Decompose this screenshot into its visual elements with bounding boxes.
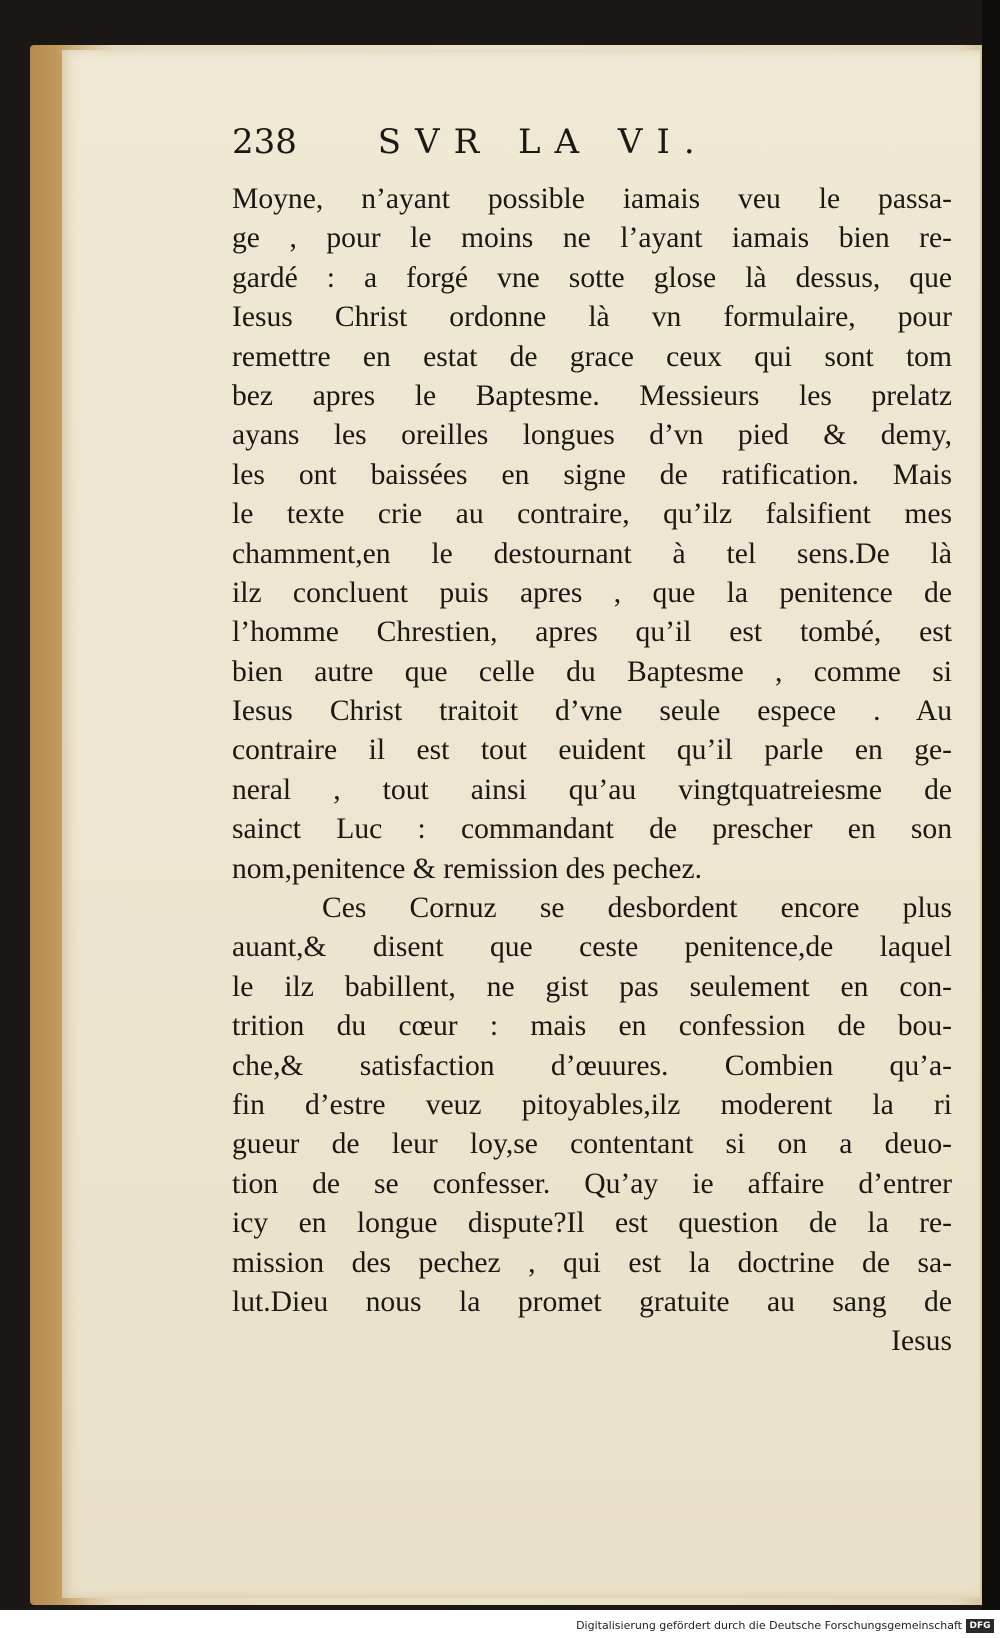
page-body [232,180,952,1362]
text-line: Moyne, n’ayant possible iamais veu le passa- [232,183,952,215]
running-head: SVR LA VI. [377,122,709,162]
text-line: auant,& disent que ceste penitence,de laquel [232,931,952,964]
text-line: le ilz babillent, ne gist pas seulement en con- [232,970,952,1003]
text-line: fin d’estre veuz pitoyables,ilz moderent la ri [232,1088,952,1121]
text-line: Ces Cornuz se desbordent encore plus [322,892,952,925]
text-line: icy en longue dispute?Il est question de la re- [232,1207,952,1240]
page-header [232,122,709,162]
text-line: gardé : a forgé vne sotte glose là dessus, que [232,261,952,294]
text-line: ge , pour le moins ne l’ayant iamais bien re- [232,222,952,255]
text-line: nom,penitence & remission des pechez. [232,852,703,885]
text-line: le texte crie au contraire, qu’ilz falsifient mes [232,498,952,531]
text-line: ilz concluent puis apres , que la penitence de [232,576,952,609]
text-line: ayans les oreilles longues d’vn pied & demy, [232,419,952,452]
text-line: bien autre que celle du Baptesme , comme si [232,655,952,688]
text-line: l’homme Chrestien, apres qu’il est tombé, est [232,616,952,649]
text-line: lut.Dieu nous la promet gratuite au sang de [232,1285,952,1318]
text-line: che,& satisfaction d’œuures. Combien qu’a- [232,1049,952,1082]
text-line: gueur de leur loy,se contentant si on a deuo- [232,1128,952,1161]
scan-right-edge [982,0,1000,1610]
text-line: mission des pechez , qui est la doctrine de sa- [232,1246,952,1279]
text-line: contraire il est tout euident qu’il parle en ge- [232,734,952,767]
dfg-logo: DFG [966,1619,994,1633]
text-line: chamment,en le destournant à tel sens.De là [232,537,952,570]
text-line: bez apres le Baptesme. Messieurs les prelatz [232,379,952,412]
text-line: tion de se confesser. Qu’ay ie affaire d’entrer [232,1167,952,1200]
page-number: 238 [232,122,297,162]
footer-bar [0,1616,1000,1638]
text-line: remettre en estat de grace ceux qui sont tom [232,340,952,373]
catchword: Iesus [891,1325,952,1358]
text-line: Iesus Christ traitoit d’vne seule espece . Au [232,695,952,728]
text-line: trition du cœur : mais en confession de bou- [232,1010,952,1043]
funding-credit: Digitalisierung gefördert durch die Deutsche Forschungsgemeinschaft [576,1619,962,1632]
text-line: Iesus Christ ordonne là vn formulaire, pour [232,301,952,334]
text-line: neral , tout ainsi qu’au vingtquatreiesme de [232,773,952,806]
text-line: les ont baissées en signe de ratification. Mais [232,458,952,491]
text-line: sainct Luc : commandant de prescher en son [232,813,952,846]
